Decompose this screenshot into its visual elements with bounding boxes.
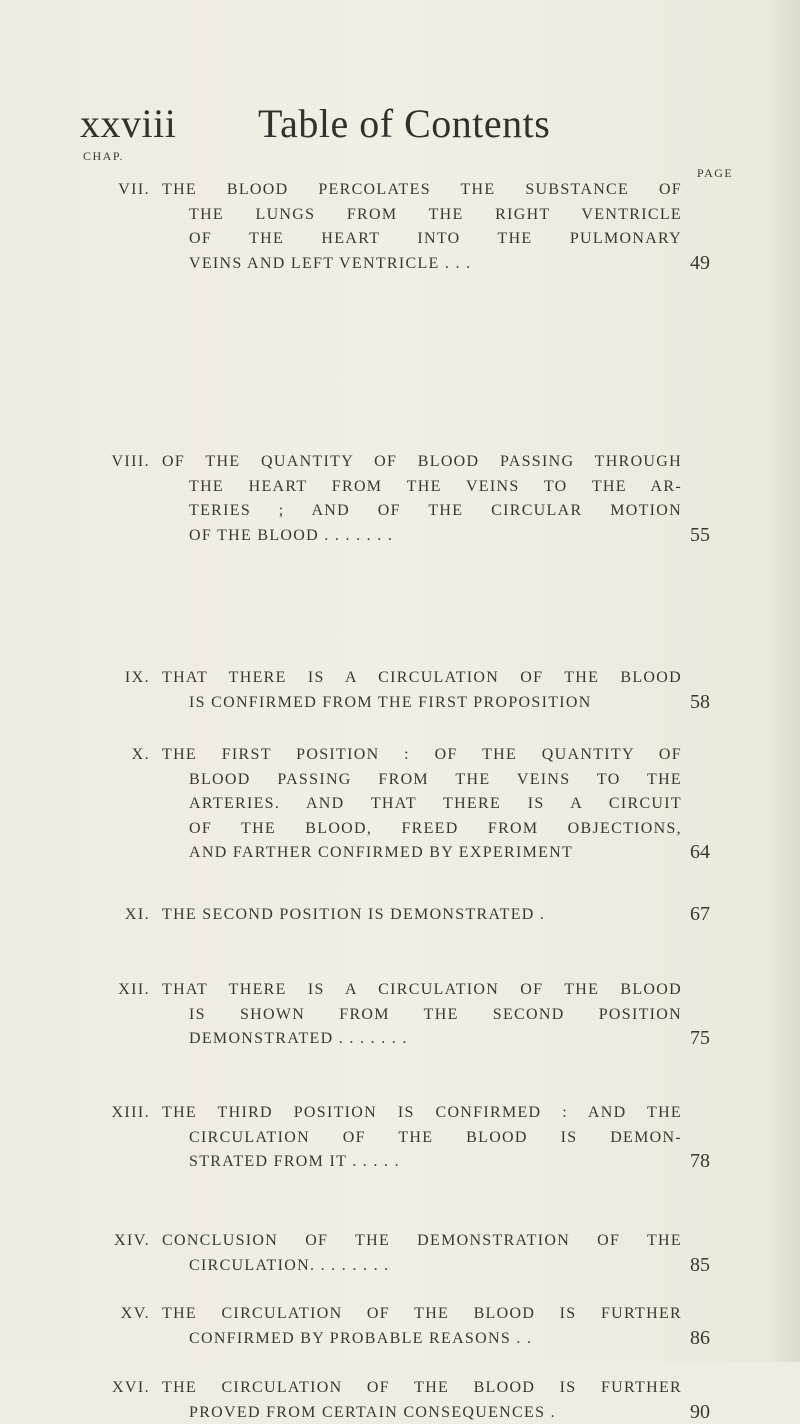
chapter-title-line: THE HEART FROM THE VEINS TO THE AR- — [189, 477, 682, 495]
page-number: 49 — [690, 251, 710, 274]
chapter-title-line: THE LUNGS FROM THE RIGHT VENTRICLE — [189, 205, 682, 223]
chapter-number: XV. — [120, 1305, 150, 1322]
chapter-title-line: BLOOD PASSING FROM THE VEINS TO THE — [189, 770, 682, 788]
chapter-title-line: IS SHOWN FROM THE SECOND POSITION — [189, 1005, 682, 1023]
chapter-number: XII. — [118, 981, 150, 998]
page-title: Table of Contents — [258, 101, 551, 146]
chapter-title-line: VEINS AND LEFT VENTRICLE . . . — [189, 254, 472, 272]
page-number: 78 — [690, 1150, 710, 1173]
chapter-title-line: THE BLOOD PERCOLATES THE SUBSTANCE OF — [162, 181, 682, 198]
chapter-title-line: THE SECOND POSITION IS DEMONSTRATED . — [162, 906, 546, 923]
page-number: 55 — [690, 523, 710, 546]
chapter-number: XIV. — [114, 1232, 150, 1249]
chapter-title-line: TERIES ; AND OF THE CIRCULAR MOTION — [189, 502, 682, 520]
chapter-title-line: OF THE BLOOD, FREED FROM OBJECTIONS, — [189, 819, 682, 837]
chapter-title-line: THE THIRD POSITION IS CONFIRMED : AND THE — [162, 1104, 682, 1121]
chapter-number: XIII. — [111, 1104, 150, 1121]
chapter-title-line: IS CONFIRMED FROM THE FIRST PROPOSITION — [189, 693, 592, 711]
page-number: 64 — [690, 841, 710, 864]
page-column-label: PAGE — [697, 166, 734, 180]
chapter-title-line: AND FARTHER CONFIRMED BY EXPERIMENT — [189, 844, 574, 862]
chapter-title-line: ARTERIES. AND THAT THERE IS A CIRCUIT — [189, 795, 682, 813]
chapter-number: X. — [131, 746, 150, 763]
chapter-column-label: CHAP. — [83, 149, 125, 163]
chapter-title-line: CONFIRMED BY PROBABLE REASONS . . — [189, 1329, 533, 1347]
chapter-title-line: CIRCULATION OF THE BLOOD IS DEMON- — [189, 1128, 682, 1146]
chapter-title-line: THE CIRCULATION OF THE BLOOD IS FURTHER — [162, 1305, 682, 1322]
page-folio: xxviii — [80, 101, 177, 146]
chapter-title-line: THE CIRCULATION OF THE BLOOD IS FURTHER — [162, 1379, 682, 1396]
chapter-title-line: STRATED FROM IT . . . . . — [189, 1153, 400, 1171]
chapter-number: IX. — [124, 669, 150, 686]
chapter-title-line: CIRCULATION. . . . . . . . — [189, 1256, 390, 1274]
chapter-number: VIII. — [111, 453, 150, 470]
chapter-title-line: THE FIRST POSITION : OF THE QUANTITY OF — [162, 746, 682, 763]
chapter-title-line: OF THE HEART INTO THE PULMONARY — [189, 230, 682, 248]
page-number: 67 — [690, 903, 710, 925]
chapter-title-line: PROVED FROM CERTAIN CONSEQUENCES . — [189, 1403, 556, 1421]
chapter-number: XI. — [124, 906, 150, 923]
page-number: 86 — [690, 1326, 710, 1349]
chapter-title-line: OF THE BLOOD . . . . . . . — [189, 526, 394, 544]
running-header — [80, 100, 550, 147]
chapter-title-line: OF THE QUANTITY OF BLOOD PASSING THROUGH — [162, 453, 682, 470]
chapter-number: VII. — [118, 181, 150, 198]
page-number: 75 — [690, 1027, 710, 1050]
page-number: 58 — [690, 690, 710, 713]
page-number: 85 — [690, 1253, 710, 1276]
page-number: 90 — [690, 1400, 710, 1423]
chapter-number: XVI. — [111, 1379, 150, 1396]
chapter-title-line: CONCLUSION OF THE DEMONSTRATION OF THE — [162, 1232, 682, 1249]
chapter-title-line: DEMONSTRATED . . . . . . . — [189, 1030, 408, 1048]
chapter-title-line: THAT THERE IS A CIRCULATION OF THE BLOOD — [162, 981, 682, 998]
chapter-title-line: THAT THERE IS A CIRCULATION OF THE BLOOD — [162, 669, 682, 686]
